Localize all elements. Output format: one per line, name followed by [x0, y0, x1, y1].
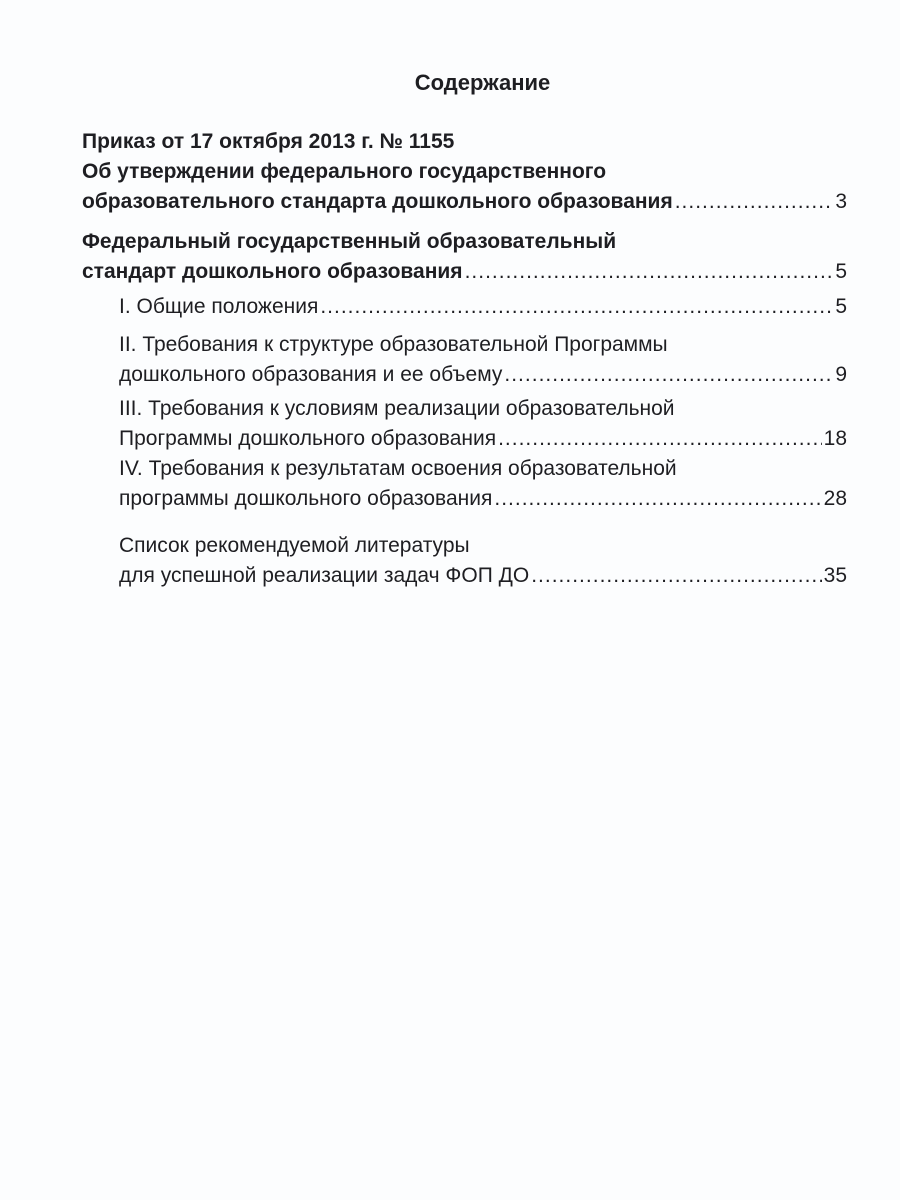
toc-page-number: 5 — [835, 295, 847, 318]
toc-page-number: 5 — [835, 260, 847, 283]
leader-dots — [465, 257, 834, 287]
toc-line: Программы дошкольного образования — [119, 427, 497, 450]
toc-entry-section-4 — [119, 454, 847, 514]
toc-entry-section-1 — [119, 292, 847, 322]
leader-dots — [498, 424, 822, 454]
toc-line: III. Требования к условиям реализации образовательной — [119, 397, 675, 420]
toc-entry-order — [82, 127, 847, 217]
toc-line: для успешной реализации задач ФОП ДО — [119, 564, 530, 587]
toc-page-number: 3 — [835, 190, 847, 213]
toc-heading: Содержание — [414, 70, 551, 95]
toc-page-number: 9 — [835, 363, 847, 386]
toc-line: Об утверждении федерального государственного — [82, 160, 607, 183]
toc-page-number: 35 — [823, 564, 847, 587]
leader-dots — [531, 561, 821, 591]
toc-page-number: 18 — [823, 427, 847, 450]
leader-dots — [504, 360, 833, 390]
toc-line: II. Требования к структуре образовательной Программы — [119, 333, 668, 356]
toc-line: стандарт дошкольного образования — [82, 260, 463, 283]
toc-line: программы дошкольного образования — [119, 487, 493, 510]
toc-line: Приказ от 17 октября 2013 г. № 1155 — [82, 130, 455, 153]
toc-entry-literature — [119, 531, 847, 591]
toc-entry-section-3 — [119, 394, 847, 454]
toc-line: образовательного стандарта дошкольного образования — [82, 190, 673, 213]
toc-entry-section-2 — [119, 330, 847, 390]
leader-dots — [675, 187, 834, 217]
toc-entry-standard — [82, 227, 847, 287]
toc-page-number: 28 — [823, 487, 847, 510]
toc-line: Список рекомендуемой литературы — [119, 534, 470, 557]
leader-dots — [494, 484, 821, 514]
toc-line: IV. Требования к результатам освоения образовательной — [119, 457, 677, 480]
toc-line: дошкольного образования и ее объему — [119, 363, 503, 386]
toc-line: I. Общие положения — [119, 295, 319, 318]
leader-dots — [320, 292, 833, 322]
toc-line: Федеральный государственный образовательный — [82, 230, 617, 253]
